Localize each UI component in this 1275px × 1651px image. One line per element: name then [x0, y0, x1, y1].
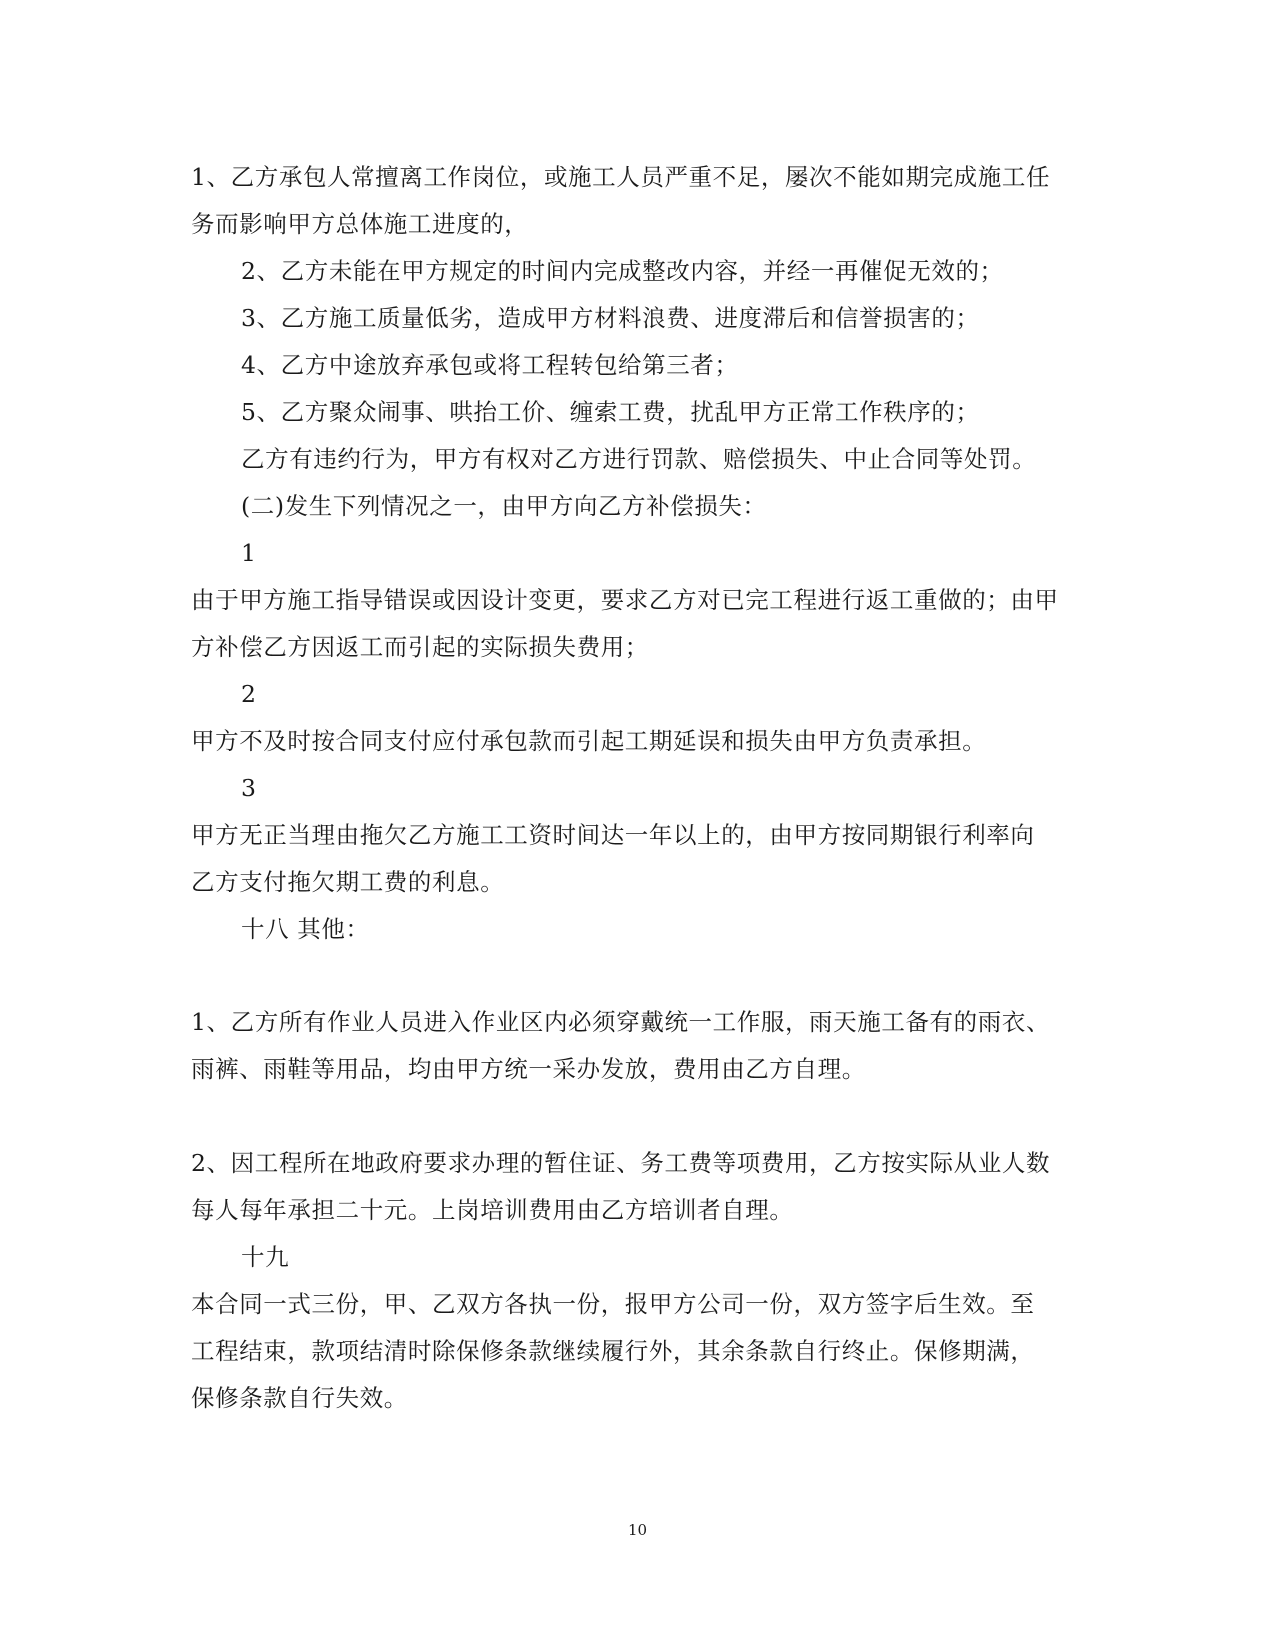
paragraph-line: 每人每年承担二十元。上岗培训费用由乙方培训者自理。 [191, 1196, 794, 1224]
paragraph-line: 方补偿乙方因返工而引起的实际损失费用； [191, 633, 649, 661]
section-heading: 十八 其他： [241, 915, 370, 943]
paragraph-line: 雨裤、雨鞋等用品，均由甲方统一采办发放，费用由乙方自理。 [191, 1055, 866, 1083]
paragraph-line: 5、乙方聚众闹事、哄抬工价、缠索工费，扰乱甲方正常工作秩序的； [241, 398, 980, 426]
paragraph-line: 3、乙方施工质量低劣，造成甲方材料浪费、进度滞后和信誉损害的； [241, 304, 980, 332]
paragraph-line: 2、因工程所在地政府要求办理的暂住证、务工费等项费用，乙方按实际从业人数 [191, 1149, 1051, 1177]
paragraph-line: (二)发生下列情况之一，由甲方向乙方补偿损失： [241, 492, 767, 520]
paragraph-line: 保修条款自行失效。 [191, 1384, 408, 1412]
item-number: 1 [241, 539, 257, 567]
paragraph-line: 1、乙方所有作业人员进入作业区内必须穿戴统一工作服，雨天施工备有的雨衣、 [191, 1008, 1051, 1036]
paragraph-line: 2、乙方未能在甲方规定的时间内完成整改内容，并经一再催促无效的； [241, 257, 1004, 285]
paragraph-line: 甲方不及时按合同支付应付承包款而引起工期延误和损失由甲方负责承担。 [191, 727, 987, 755]
paragraph-line: 4、乙方中途放弃承包或将工程转包给第三者； [241, 351, 739, 379]
paragraph-line: 1、乙方承包人常擅离工作岗位，或施工人员严重不足，屡次不能如期完成施工任 [191, 163, 1051, 191]
page-number: 10 [627, 1521, 648, 1539]
paragraph-line: 由于甲方施工指导错误或因设计变更，要求乙方对已完工程进行返工重做的；由甲 [191, 586, 1059, 614]
paragraph-line: 工程结束，款项结清时除保修条款继续履行外，其余条款自行终止。保修期满， [191, 1337, 1035, 1365]
section-heading: 十九 [241, 1243, 290, 1271]
paragraph-line: 本合同一式三份，甲、乙双方各执一份，报甲方公司一份，双方签字后生效。至 [191, 1290, 1035, 1318]
paragraph-line: 乙方支付拖欠期工费的利息。 [191, 868, 505, 896]
paragraph-line: 甲方无正当理由拖欠乙方施工工资时间达一年以上的，由甲方按同期银行利率向 [191, 821, 1035, 849]
item-number: 3 [241, 774, 257, 802]
paragraph-line: 务而影响甲方总体施工进度的， [191, 210, 529, 238]
item-number: 2 [241, 680, 257, 708]
paragraph-line: 乙方有违约行为，甲方有权对乙方进行罚款、赔偿损失、中止合同等处罚。 [241, 445, 1037, 473]
